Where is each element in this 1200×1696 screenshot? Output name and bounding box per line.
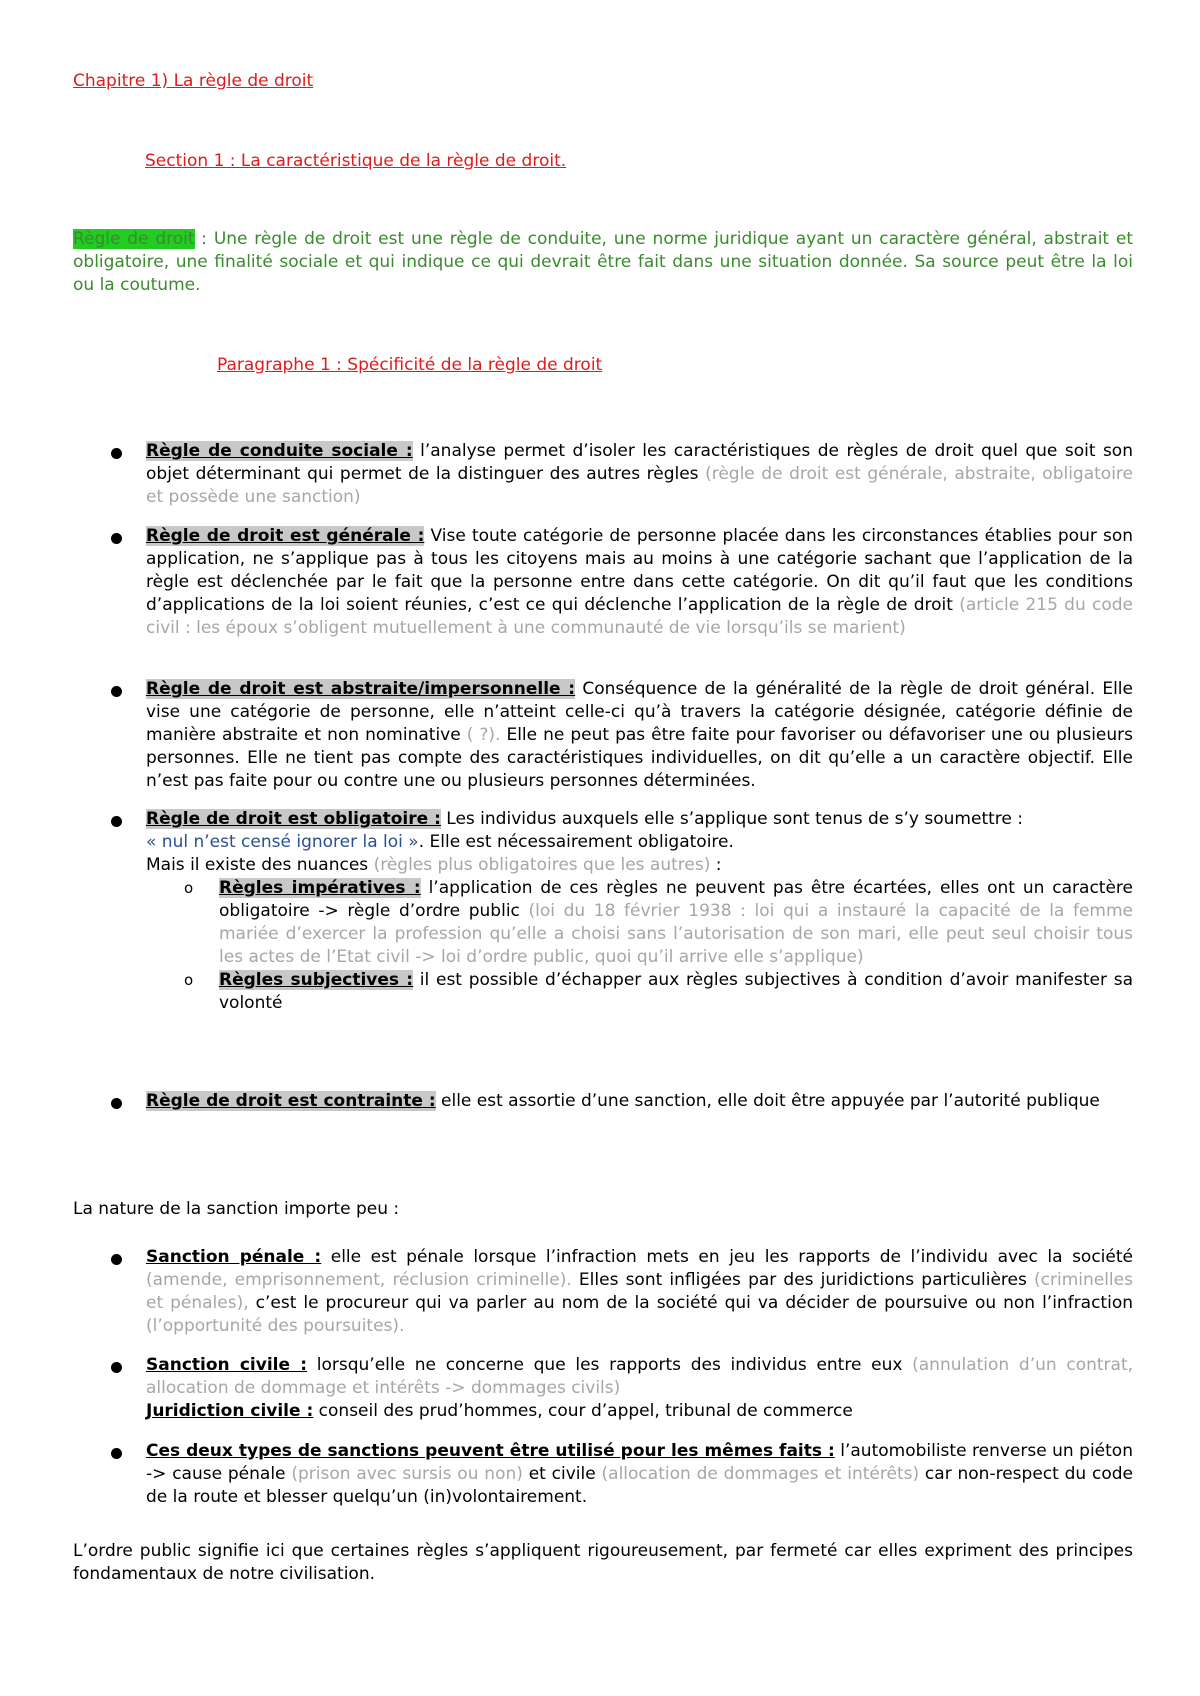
sub-text xyxy=(219,969,1133,1015)
sub-item-imperatives xyxy=(73,877,1133,969)
bullet-body: l’analyse permet d’isoler les caractéristiques de règles de droit quel que soit son objet déterminant qui permet de la distinguer des autres règles xyxy=(146,441,1133,484)
bullet-note: (amende, emprisonnement, réclusion criminelle). xyxy=(146,1270,572,1290)
bullet-text xyxy=(146,440,1133,509)
bullet-text xyxy=(146,1354,1133,1423)
bullet-note-2: (criminelles et pénales), xyxy=(146,1270,1133,1313)
bullet-body: Les individus auxquels elle s’applique sont tenus de s’y soumettre : xyxy=(440,809,1023,829)
sub-item-subjectives xyxy=(73,969,1133,1015)
bullet-icon xyxy=(111,533,122,544)
bullet-note-3: (l’opportunité des poursuites). xyxy=(146,1316,405,1336)
bullet-body-2: Elle ne peut pas être faite pour favoriser ou défavoriser une ou plusieurs personnes. Elle ne tient pas compte des caractéristiques individuelles, on dit qu’elle a un caractère objectif. Elle n’est pas faite pour ou contre une ou plusieurs personnes déterminées. xyxy=(146,725,1134,791)
bullet-text xyxy=(146,1440,1133,1509)
sub-bullet-icon: o xyxy=(184,879,194,897)
conclusion-paragraph: L’ordre public signifie ici que certaines règles s’appliquent rigoureusement, par fermeté car elles expriment des principes fondamentaux de notre civilisation. xyxy=(73,1541,1133,1584)
bullet-icon xyxy=(111,1448,122,1459)
sub-body: il est possible d’échapper aux règles subjectives à condition d’avoir manifester sa volonté xyxy=(219,970,1133,1013)
sub-term: Règles impératives : xyxy=(219,878,421,898)
bullet-note-2: (allocation de dommages et intérêts) xyxy=(601,1464,920,1484)
bullet-body-2: Elles sont infligées par des juridictions particulières xyxy=(571,1270,1034,1290)
bullet-text xyxy=(146,1246,1133,1338)
bullet-term-2: Juridiction civile : xyxy=(146,1401,314,1421)
paragraph-title xyxy=(73,354,1133,377)
bullet-note: ( ?). xyxy=(466,725,501,745)
bullet-body-3: car non-respect du code de la route et blesser quelqu’un (in)volontairement. xyxy=(146,1464,1133,1507)
sub-text xyxy=(219,877,1133,969)
chapter-title: Chapitre 1) La règle de droit xyxy=(73,71,314,91)
bullet-body: Vise toute catégorie de personne placée dans les circonstances établies pour son application, ne s’applique pas à tous les citoyens mais au moins à une catégorie sachant que l’application de la règle est déclenchée par le fait que la personne entre dans cette catégorie. On dit qu’il faut que les conditions d’applications de la loi soient réunies, c’est ce qui déclenche l’application de la règle de droit xyxy=(146,526,1133,615)
sub-bullet-icon: o xyxy=(184,971,194,989)
bullet-icon xyxy=(111,448,122,459)
section-title xyxy=(73,150,1133,173)
bullet-body: l’automobiliste renverse un piéton -> cause pénale xyxy=(146,1441,1133,1484)
bullet-abstraite xyxy=(73,678,1133,793)
bullet-text xyxy=(146,1090,1133,1113)
bullet-text xyxy=(146,808,1133,877)
sanction-intro: La nature de la sanction importe peu : xyxy=(73,1199,400,1219)
nuance-end: : xyxy=(710,855,722,875)
bullet-sanction-civile xyxy=(73,1354,1133,1423)
bullet-body-3: c’est le procureur qui va parler au nom de la société qui va décider de poursuive ou non l’infraction xyxy=(248,1293,1133,1313)
definition-term: Règle de droit xyxy=(73,229,195,249)
bullet-quote: « nul n’est censé ignorer la loi » xyxy=(146,832,419,852)
sub-term: Règles subjectives : xyxy=(219,970,414,990)
bullet-note: (article 215 du code civil : les époux s’obligent mutuellement à une communauté de vie lorsqu’ils se marient) xyxy=(146,595,1134,638)
bullet-body: elle est pénale lorsque l’infraction mets en jeu les rapports de l’individu avec la société xyxy=(321,1247,1133,1267)
bullet-note: (prison avec sursis ou non) xyxy=(291,1464,523,1484)
bullet-obligatoire xyxy=(73,808,1133,1015)
bullet-term: Sanction pénale : xyxy=(146,1247,322,1267)
sub-note: (loi du 18 février 1938 : loi qui a instauré la capacité de la femme mariée d’exercer la profession qu’elle a choisi sans l’autorisation de son mari, elle peut seul choisir tous les actes de l’Etat civil -> loi d’ordre public, quoi qu’il arrive elle s’applique) xyxy=(219,901,1133,967)
bullet-icon xyxy=(111,1254,122,1265)
bullet-icon xyxy=(111,686,122,697)
definition-paragraph xyxy=(73,228,1133,297)
bullet-term: Sanction civile : xyxy=(146,1355,308,1375)
bullet-icon xyxy=(111,816,122,827)
bullet-term: Ces deux types de sanctions peuvent être utilisé pour les mêmes faits : xyxy=(146,1441,835,1461)
bullet-icon xyxy=(111,1098,122,1109)
bullet-contrainte xyxy=(73,1090,1133,1113)
section-title-text: Section 1 : La caractéristique de la règle de droit. xyxy=(145,151,567,171)
bullet-body-2: et civile xyxy=(522,1464,602,1484)
bullet-sanction-mixte xyxy=(73,1440,1133,1509)
bullet-text xyxy=(146,678,1133,793)
bullet-text xyxy=(146,525,1133,640)
bullet-term: Règle de droit est générale : xyxy=(146,526,425,546)
bullet-body: Conséquence de la généralité de la règle de droit général. Elle vise une catégorie de personne, elle n’atteint celle-ci qu’à travers la catégorie désignée, catégorie définie de manière abstraite et non nominative xyxy=(146,679,1133,745)
nuance-note: (règles plus obligatoires que les autres) xyxy=(373,855,711,875)
definition-text: : Une règle de droit est une règle de conduite, une norme juridique ayant un caractère général, abstrait et obligatoire, une finalité sociale et qui indique ce qui devrait être fait dans une situation donnée. Sa source peut être la loi ou la coutume. xyxy=(73,229,1134,295)
bullet-body: elle est assortie d’une sanction, elle doit être appuyée par l’autorité publique xyxy=(435,1091,1100,1111)
bullet-generale xyxy=(73,525,1133,640)
bullet-sanction-penale xyxy=(73,1246,1133,1338)
bullet-note: (annulation d’un contrat, allocation de dommage et intérêts -> dommages civils) xyxy=(146,1355,1134,1398)
nuance-text: Mais il existe des nuances xyxy=(146,855,374,875)
paragraph-title-text: Paragraphe 1 : Spécificité de la règle de droit xyxy=(217,355,603,375)
bullet-body-2: . Elle est nécessairement obligatoire. xyxy=(418,832,734,852)
bullet-term: Règle de droit est obligatoire : xyxy=(146,809,441,829)
bullet-note: (règle de droit est générale, abstraite, obligatoire et possède une sanction) xyxy=(146,464,1133,507)
sub-body: l’application de ces règles ne peuvent pas être écartées, elles ont un caractère obligatoire -> règle d’ordre public xyxy=(219,878,1133,921)
bullet-conduite-sociale xyxy=(73,440,1133,509)
bullet-term: Règle de droit est contrainte : xyxy=(146,1091,436,1111)
bullet-icon xyxy=(111,1362,122,1373)
bullet-body: lorsqu’elle ne concerne que les rapports des individus entre eux xyxy=(307,1355,913,1375)
bullet-body-2: conseil des prud’hommes, cour d’appel, tribunal de commerce xyxy=(313,1401,853,1421)
bullet-term: Règle de conduite sociale : xyxy=(146,441,413,461)
bullet-term: Règle de droit est abstraite/impersonnelle : xyxy=(146,679,576,699)
